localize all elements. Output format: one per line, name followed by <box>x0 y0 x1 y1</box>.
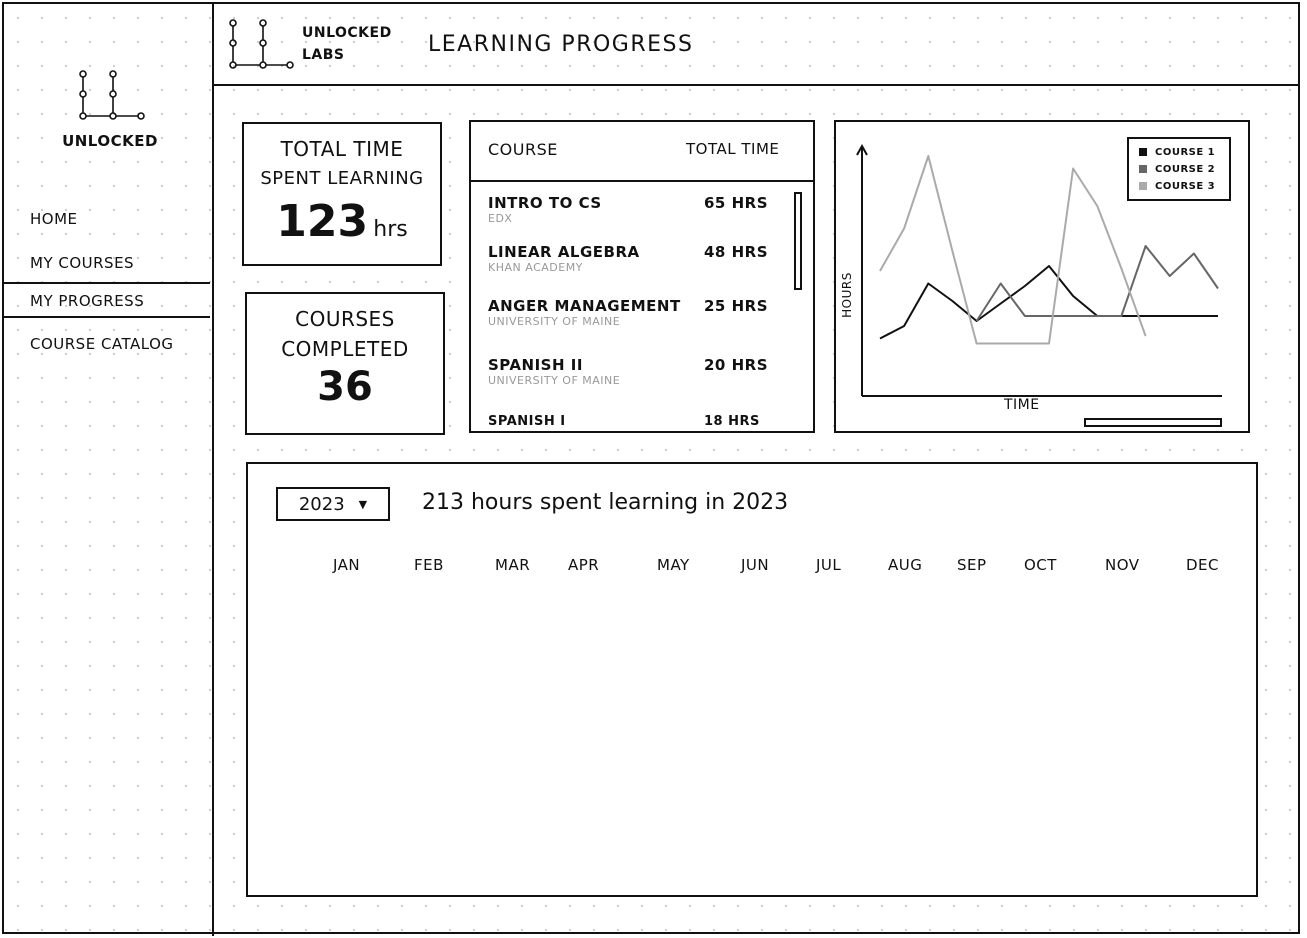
courses-completed-title-line1: COURSES <box>295 307 395 331</box>
sidebar-item-course-catalog[interactable]: COURSE CATALOG <box>30 335 174 353</box>
courses-completed-value: 36 <box>317 364 373 410</box>
total-time-title-line2: SPENT LEARNING <box>260 168 424 189</box>
course-name: SPANISH II <box>488 356 583 374</box>
table-header-course[interactable]: COURSE <box>488 140 558 159</box>
sidebar-item-my-progress[interactable]: MY PROGRESS <box>30 292 145 310</box>
top-brand-line1: UNLOCKED <box>302 25 392 41</box>
course-provider: UNIVERSITY OF MAINE <box>488 374 621 387</box>
total-time-value-group <box>244 196 440 247</box>
course-provider: EDX <box>488 212 513 225</box>
legend-swatch <box>1139 165 1147 173</box>
month-label: APR <box>568 556 600 574</box>
courses-completed-title-line2: COMPLETED <box>281 337 409 361</box>
course-time: 25 HRS <box>704 297 769 315</box>
month-label: AUG <box>888 556 923 574</box>
legend-item-course-2[interactable] <box>1139 162 1215 176</box>
chart-horizontal-scrollbar[interactable] <box>1084 418 1222 427</box>
sidebar-item-my-courses[interactable]: MY COURSES <box>30 254 135 272</box>
legend-label: COURSE 3 <box>1155 180 1216 192</box>
course-time: 18 HRS <box>704 414 760 429</box>
table-header-divider <box>471 180 813 182</box>
month-label: MAR <box>495 556 531 574</box>
month-label: JUL <box>816 556 842 574</box>
total-time-unit: hrs <box>373 217 408 242</box>
month-label: FEB <box>414 556 444 574</box>
month-label: JUN <box>741 556 770 574</box>
course-name: ANGER MANAGEMENT <box>488 297 681 315</box>
top-brand-name <box>302 22 392 66</box>
table-row[interactable] <box>488 414 788 429</box>
month-label: DEC <box>1186 556 1220 574</box>
sidebar-item-home[interactable]: HOME <box>30 210 78 228</box>
yearly-summary: 213 hours spent learning in 2023 <box>422 490 789 515</box>
legend-item-course-1[interactable] <box>1139 145 1215 159</box>
month-label: NOV <box>1105 556 1140 574</box>
legend-item-course-3[interactable] <box>1139 179 1215 193</box>
page-title: LEARNING PROGRESS <box>428 32 694 57</box>
total-time-card <box>242 122 442 266</box>
course-time: 65 HRS <box>704 194 769 212</box>
month-label: MAY <box>657 556 690 574</box>
unlocked-logo-icon <box>72 68 152 124</box>
top-brand-line2: LABS <box>302 47 345 63</box>
unlocked-logo-top-icon[interactable] <box>226 18 298 72</box>
legend-label: COURSE 1 <box>1155 146 1216 158</box>
legend-swatch <box>1139 182 1147 190</box>
yearly-activity-card <box>246 462 1258 897</box>
table-row[interactable] <box>488 356 788 387</box>
total-time-value: 123 <box>276 196 369 247</box>
year-select[interactable] <box>276 487 390 521</box>
course-time: 48 HRS <box>704 243 769 261</box>
table-scrollbar-thumb[interactable] <box>794 192 802 290</box>
caret-down-icon: ▼ <box>358 497 368 511</box>
chart-x-axis-label: TIME <box>1004 397 1040 413</box>
year-select-value: 2023 <box>298 493 345 515</box>
table-header-total-time[interactable]: TOTAL TIME <box>686 140 780 158</box>
table-row[interactable] <box>488 297 788 328</box>
month-label: OCT <box>1024 556 1057 574</box>
legend-label: COURSE 2 <box>1155 163 1216 175</box>
month-label: JAN <box>333 556 361 574</box>
chart-y-axis-label: HOURS <box>839 272 854 318</box>
course-name: SPANISH I <box>488 414 566 429</box>
course-name: LINEAR ALGEBRA <box>488 243 640 261</box>
sidebar-brand-name: UNLOCKED <box>62 132 158 150</box>
legend-swatch <box>1139 148 1147 156</box>
table-row[interactable] <box>488 243 788 274</box>
course-time: 20 HRS <box>704 356 769 374</box>
month-label: SEP <box>957 556 987 574</box>
courses-completed-card <box>245 292 445 435</box>
chart-legend <box>1127 137 1231 201</box>
course-name: INTRO TO CS <box>488 194 602 212</box>
course-provider: UNIVERSITY OF MAINE <box>488 315 621 328</box>
table-row[interactable] <box>488 194 788 225</box>
course-provider: KHAN ACADEMY <box>488 261 583 274</box>
total-time-title-line1: TOTAL TIME <box>280 137 404 161</box>
